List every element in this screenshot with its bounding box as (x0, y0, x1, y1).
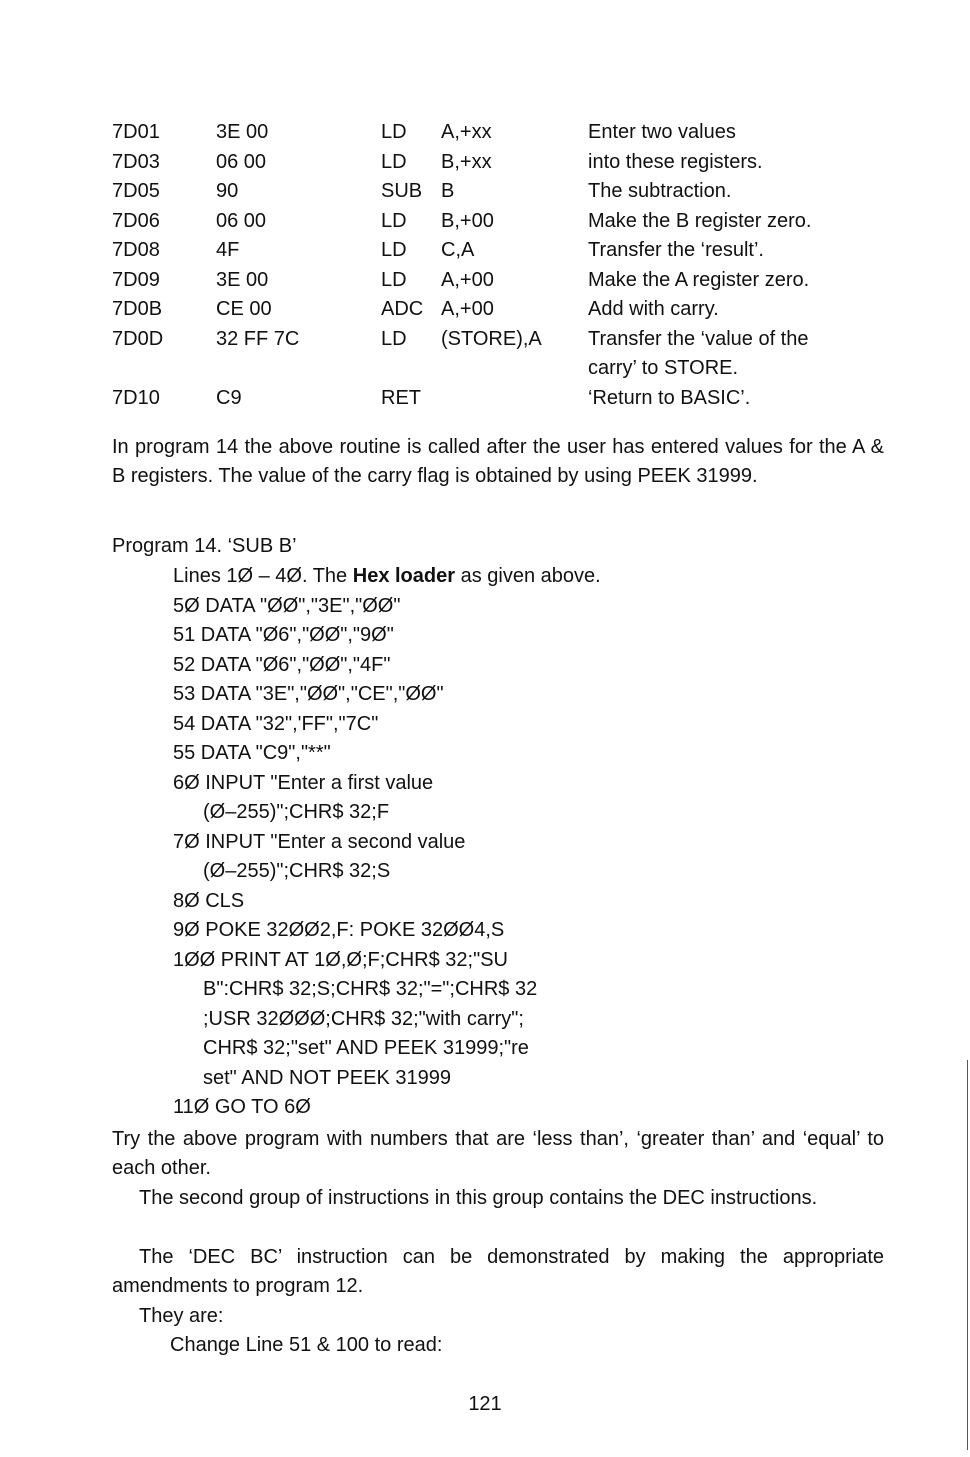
asm-row (112, 384, 852, 414)
asm-address: 7D0B (112, 298, 163, 320)
asm-opcode: LD (381, 239, 407, 261)
asm-operand: (STORE),A (441, 327, 542, 350)
asm-hex-code: 4F (216, 239, 240, 261)
asm-hex-code: C9 (216, 386, 242, 409)
asm-row (112, 236, 852, 266)
asm-opcode: SUB (381, 180, 423, 202)
asm-operand: B,+00 (441, 209, 494, 232)
listing-line: 9Ø POKE 32ØØ2,F: POKE 32ØØ4,S (173, 919, 505, 941)
paragraph-try-program: Try the above program with numbers that are ‘less than’, ‘greater than’ and ‘equal’ to each other. (112, 1128, 884, 1179)
paragraph-dec-bc: The ‘DEC BC’ instruction can be demonstrated by making the appropriate amendments to program 12. (112, 1246, 884, 1297)
asm-comment: Transfer the ‘value of the carry’ to STORE. (588, 327, 809, 379)
asm-opcode: LD (381, 150, 407, 173)
asm-comment: Make the A register zero. (588, 268, 810, 291)
asm-hex-code: CE 00 (216, 298, 272, 320)
assembly-listing-table (112, 118, 852, 413)
listing-intro-line (173, 562, 673, 592)
asm-address: 7D06 (112, 209, 160, 232)
asm-row (112, 118, 852, 148)
asm-hex-code: 06 00 (216, 150, 267, 173)
basic-program-listing (173, 562, 673, 1123)
asm-address: 7D05 (112, 180, 160, 202)
asm-operand: C,A (441, 239, 475, 261)
asm-opcode: LD (381, 209, 407, 232)
listing-intro-post: as given above. (455, 565, 601, 587)
listing-line: 11Ø GO TO 6Ø (173, 1096, 311, 1118)
paragraph-they-are: They are: (139, 1305, 224, 1327)
asm-opcode: LD (381, 121, 407, 143)
asm-opcode: ADC (381, 298, 424, 320)
listing-line: 8Ø CLS (173, 889, 245, 912)
asm-hex-code: 32 FF 7C (216, 327, 300, 350)
asm-operand: A,+00 (441, 298, 494, 320)
listing-line: ;USR 32ØØØ;CHR$ 32;"with carry"; (203, 1007, 524, 1030)
listing-line: 53 DATA "3E","ØØ","CE","ØØ" (173, 683, 444, 705)
asm-row (112, 148, 852, 178)
asm-operand: B,+xx (441, 150, 492, 173)
asm-hex-code: 90 (216, 180, 239, 202)
program-title: Program 14. ‘SUB B’ (112, 535, 297, 557)
paragraph-dec-group: The second group of instructions in this group contains the DEC instructions. (139, 1187, 818, 1209)
asm-comment: Transfer the ‘result’. (588, 239, 764, 261)
listing-line: 52 DATA "Ø6","ØØ","4F" (173, 653, 391, 676)
listing-line: 7Ø INPUT "Enter a second value (173, 830, 466, 853)
page-edge-shadow (967, 1060, 968, 1450)
asm-hex-code: 3E 00 (216, 121, 269, 143)
listing-line: 51 DATA "Ø6","ØØ","9Ø" (173, 624, 394, 646)
asm-comment: ‘Return to BASIC’. (588, 386, 751, 409)
asm-row (112, 295, 852, 325)
asm-address: 7D0D (112, 327, 164, 350)
listing-intro-pre: Lines 1Ø – 4Ø. The (173, 565, 353, 587)
listing-intro-bold: Hex loader (352, 565, 456, 587)
asm-opcode: LD (381, 268, 407, 291)
asm-row (112, 325, 852, 384)
listing-line: 54 DATA "32",'FF","7C" (173, 712, 379, 735)
asm-comment: Enter two values (588, 121, 736, 143)
asm-address: 7D09 (112, 268, 160, 291)
asm-address: 7D08 (112, 239, 160, 261)
listing-line: 1ØØ PRINT AT 1Ø,Ø;F;CHR$ 32;"SU (173, 948, 508, 971)
asm-row (112, 207, 852, 237)
asm-operand: A,+00 (441, 268, 494, 291)
asm-hex-code: 3E 00 (216, 268, 269, 291)
asm-row (112, 177, 852, 207)
asm-hex-code: 06 00 (216, 209, 267, 232)
asm-row (112, 266, 852, 296)
listing-line: (Ø–255)";CHR$ 32;S (203, 860, 391, 882)
asm-opcode: LD (381, 327, 407, 350)
asm-address: 7D01 (112, 121, 160, 143)
asm-comment: into these registers. (588, 150, 763, 173)
asm-address: 7D03 (112, 150, 160, 173)
listing-line: CHR$ 32;"set" AND PEEK 31999;"re (203, 1037, 529, 1059)
listing-line: 55 DATA "C9","**" (173, 742, 331, 764)
page-number: 121 (468, 1393, 502, 1415)
asm-comment: Make the B register zero. (588, 209, 812, 232)
listing-line: 5Ø DATA "ØØ","3E","ØØ" (173, 594, 401, 617)
asm-comment: Add with carry. (588, 298, 719, 320)
listing-line: 6Ø INPUT "Enter a first value (173, 771, 434, 794)
asm-operand: B (441, 180, 455, 202)
asm-comment: The subtraction. (588, 180, 732, 202)
asm-operand: A,+xx (441, 121, 492, 143)
paragraph-change-lines: Change Line 51 & 100 to read: (170, 1334, 443, 1356)
listing-line: (Ø–255)";CHR$ 32;F (203, 801, 390, 823)
asm-address: 7D10 (112, 386, 160, 409)
asm-opcode: RET (381, 386, 421, 409)
listing-line: set" AND NOT PEEK 31999 (203, 1066, 451, 1089)
listing-line: B":CHR$ 32;S;CHR$ 32;"=";CHR$ 32 (203, 978, 538, 1000)
paragraph-carry-flag: In program 14 the above routine is called after the user has entered values for the A & B registers. The value of the carry flag is obtained by using PEEK 31999. (112, 436, 884, 487)
